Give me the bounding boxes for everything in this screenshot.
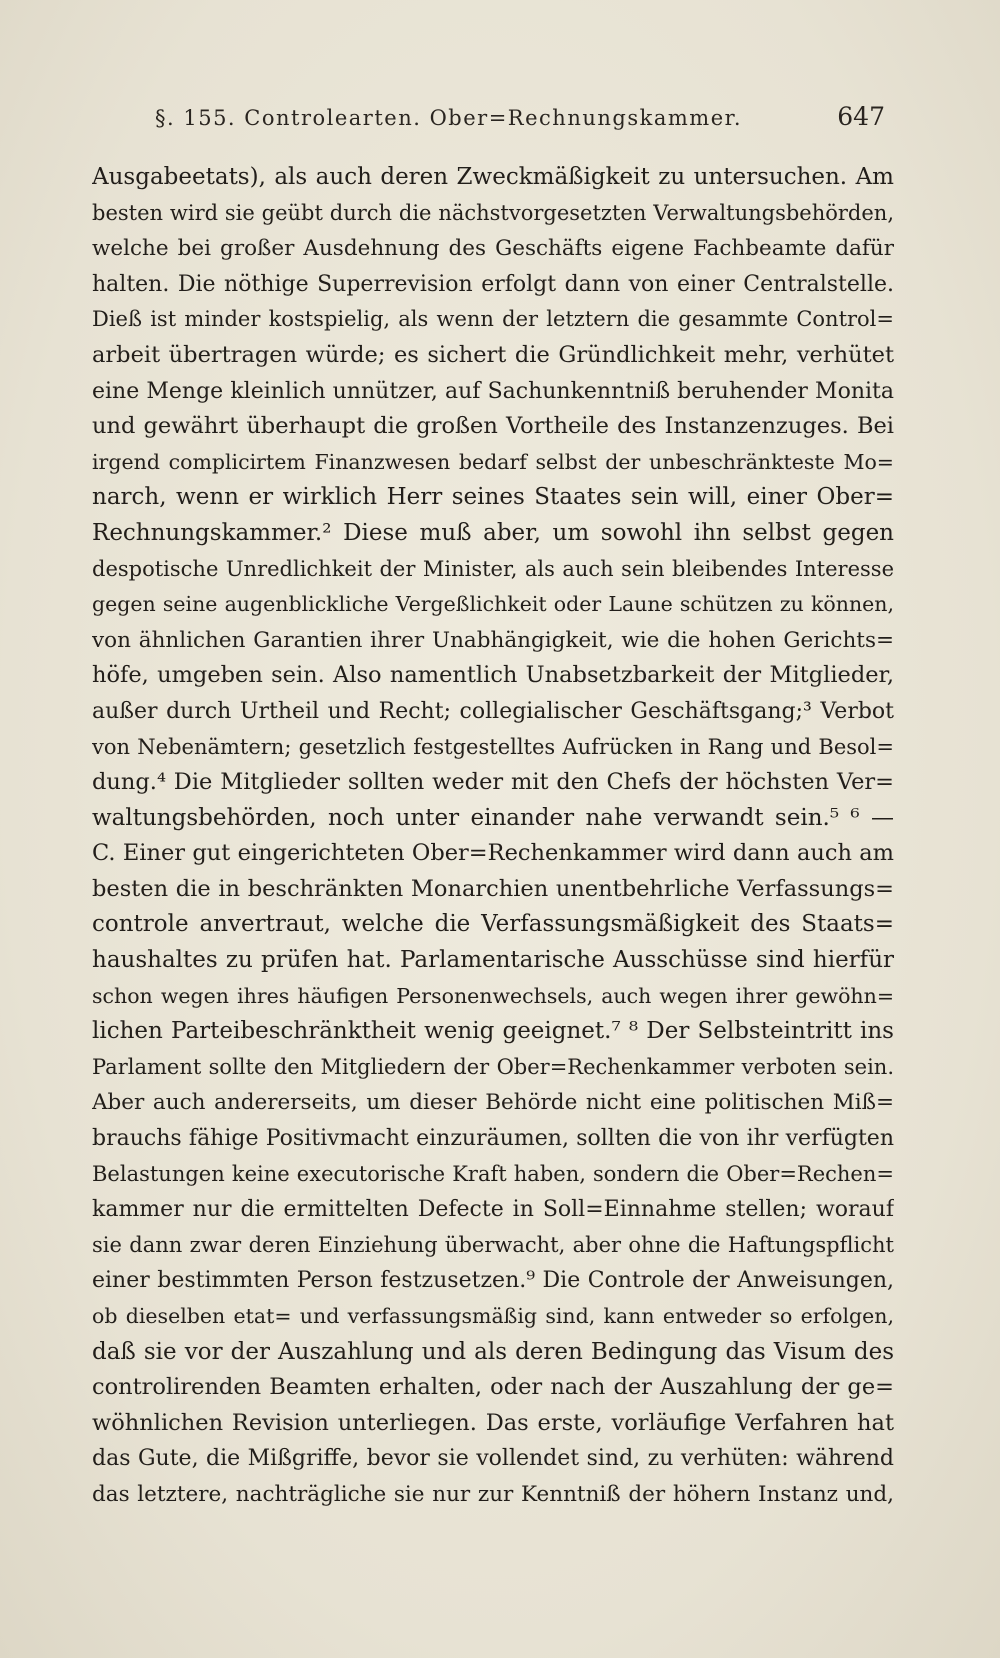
text-line: höfe, umgeben sein. Also namentlich Unabsetzbarkeit der Mitglieder, xyxy=(92,662,894,689)
running-head-title: §. 155. Controlearten. Ober=Rechnungskammer. xyxy=(155,106,743,130)
text-line: irgend complicirtem Finanzwesen bedarf selbst der unbeschränkteste Mo= xyxy=(92,449,894,474)
text-line: dung.⁴ Die Mitglieder sollten weder mit den Chefs der höchsten Ver= xyxy=(92,769,894,796)
text-line: controlirenden Beamten erhalten, oder nach der Auszahlung der ge= xyxy=(92,1374,894,1401)
text-line: gegen seine augenblickliche Vergeßlichkeit oder Laune schützen zu können, xyxy=(92,592,894,617)
text-line: daß sie vor der Auszahlung und als deren Bedingung das Visum des xyxy=(92,1338,894,1365)
text-line: halten. Die nöthige Superrevision erfolgt dann von einer Centralstelle. xyxy=(92,271,894,297)
page-number: 647 xyxy=(837,102,885,131)
text-line: schon wegen ihres häufigen Personenwechsels, auch wegen ihrer gewöhn= xyxy=(92,983,894,1008)
running-head xyxy=(155,100,885,140)
text-line: wöhnlichen Revision unterliegen. Das erste, vorläufige Verfahren hat xyxy=(92,1409,894,1436)
text-line: arbeit übertragen würde; es sichert die Gründlichkeit mehr, verhütet xyxy=(92,341,894,368)
text-line: kammer nur die ermittelten Defecte in Soll=Einnahme stellen; worauf xyxy=(92,1197,894,1223)
text-line: das letztere, nachträgliche sie nur zur Kenntniß der höhern Instanz und, xyxy=(92,1481,894,1507)
text-line: welche bei großer Ausdehnung des Geschäfts eigene Fachbeamte dafür xyxy=(92,236,894,262)
text-line: narch, wenn er wirklich Herr seines Staates sein will, einer Ober= xyxy=(92,484,894,511)
text-line: Aber auch andererseits, um dieser Behörde nicht eine politischen Miß= xyxy=(92,1090,894,1116)
text-line: von Nebenämtern; gesetzlich festgestelltes Aufrücken in Rang und Besol= xyxy=(92,734,894,759)
text-line: besten die in beschränkten Monarchien unentbehrliche Verfassungs= xyxy=(92,875,894,902)
text-line: besten wird sie geübt durch die nächstvorgesetzten Verwaltungsbehörden, xyxy=(92,200,894,225)
text-line: einer bestimmten Person festzusetzen.⁹ Die Controle der Anweisungen, xyxy=(92,1268,894,1294)
text-line: Rechnungskammer.² Diese muß aber, um sowohl ihn selbst gegen xyxy=(92,519,894,546)
text-line: haushaltes zu prüfen hat. Parlamentarische Ausschüsse sind hierfür xyxy=(92,947,894,974)
text-line: ob dieselben etat= und verfassungsmäßig sind, kann entweder so erfolgen, xyxy=(92,1304,894,1328)
text-line: Ausgabeetats), als auch deren Zweckmäßigkeit zu untersuchen. Am xyxy=(92,164,894,190)
text-line: C. Einer gut eingerichteten Ober=Rechenkammer wird dann auch am xyxy=(92,840,894,867)
body-text xyxy=(92,160,894,1513)
text-line: Dieß ist minder kostspielig, als wenn der letztern die gesammte Control= xyxy=(92,307,894,332)
text-line: und gewährt überhaupt die großen Vortheile des Instanzenzuges. Bei xyxy=(92,413,894,440)
text-line: von ähnlichen Garantien ihrer Unabhängigkeit, wie die hohen Gerichts= xyxy=(92,627,894,653)
text-line: lichen Parteibeschränktheit wenig geeignet.⁷ ⁸ Der Selbsteintritt ins xyxy=(92,1018,894,1045)
text-line: waltungsbehörden, noch unter einander nahe verwandt sein.⁵ ⁶ — xyxy=(92,804,894,831)
text-line: eine Menge kleinlich unnützer, auf Sachunkenntniß beruhender Monita xyxy=(92,378,894,404)
text-line: sie dann zwar deren Einziehung überwacht, aber ohne die Haftungspflicht xyxy=(92,1232,894,1257)
text-line: außer durch Urtheil und Recht; collegialischer Geschäftsgang;³ Verbot xyxy=(92,698,894,724)
text-line: brauchs fähige Positivmacht einzuräumen, sollten die von ihr verfügten xyxy=(92,1126,894,1152)
text-line: Parlament sollte den Mitgliedern der Ober=Rechenkammer verboten sein. xyxy=(92,1054,894,1079)
text-line: controle anvertraut, welche die Verfassungsmäßigkeit des Staats= xyxy=(92,911,894,938)
text-line: Belastungen keine executorische Kraft haben, sondern die Ober=Rechen= xyxy=(92,1161,894,1186)
text-line: despotische Unredlichkeit der Minister, als auch sein bleibendes Interesse xyxy=(92,556,894,581)
text-line: das Gute, die Mißgriffe, bevor sie vollendet sind, zu verhüten: während xyxy=(92,1446,894,1472)
